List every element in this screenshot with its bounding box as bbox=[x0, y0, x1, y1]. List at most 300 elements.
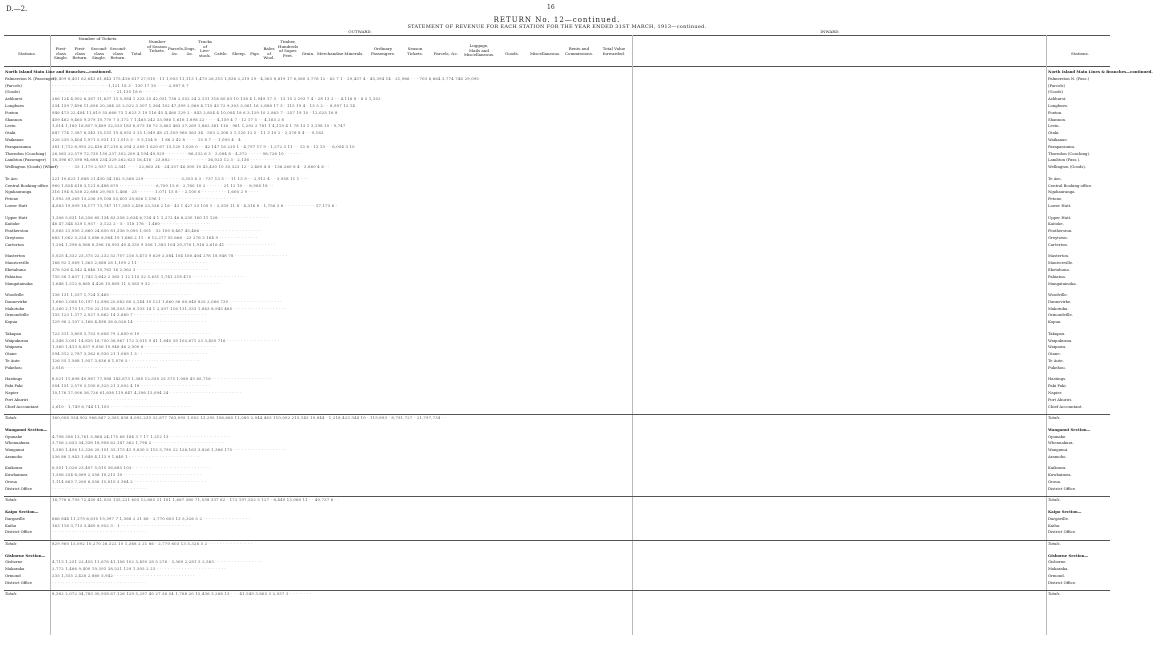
station-name-right: (Parcels) bbox=[1048, 82, 1065, 88]
totals-row bbox=[0, 497, 1114, 502]
row-values: 160,006 334,902 966,867 2,361,838 4,092,233 32,877 763,095 1,002 13,295 108,660 11,080 2,044,463 110,002 215,145 10,844 · 1,218,423 344 10 · 119,893 · 8,791,727 · 21,797,734 · · bbox=[52, 415, 447, 421]
row-values: 722 311 3,800 3,753 9,606 79 2,600 6 10 · · · · · · · · · · · · · · · · · · · · · · · · · bbox=[52, 330, 210, 336]
station-name-left: Wellington (Goods) (Wharf) bbox=[5, 164, 58, 170]
row-values: 236 86 1,943 1,848 4,113 9 1,640 1 · · · · · · · · · · · · · · · · · · · · · · · · · · bbox=[52, 453, 201, 459]
stations-header-left: Stations. bbox=[18, 51, 36, 56]
table-row bbox=[0, 319, 1114, 324]
grain-header: Grain. bbox=[301, 51, 315, 56]
station-name-left: Totals bbox=[5, 540, 17, 546]
row-values: 381 1,712 6,993 22,436 47,210 6,294 2,289 1 620 67 13,120 1,028 0 · · 42 147 16 220 1 · 4,797 17 9 · 1,272 3 11 · · 13 8 · 13 10 · · 6,004 3 10 bbox=[52, 143, 355, 149]
row-values: 12,409 8,401 62,643 61,843 175,416 617 27,910 · 11 1,003 11,113 1,470 26,315 1,836 2,219 29 · 4,363 8,819 17 6,360 3,776 12 · 62 7 1 · 29,457 4 · 45,394 14 · 21,966 · · · 703 6,664 3,774 746 29,095 bbox=[52, 75, 480, 81]
station-name-left: Petone bbox=[5, 196, 19, 202]
station-name-right: Shannon. bbox=[1048, 116, 1067, 122]
page-number: 16 bbox=[547, 4, 555, 11]
station-name-right: Featherston. bbox=[1048, 228, 1073, 234]
station-name-right: Pukehou. bbox=[1048, 364, 1066, 370]
station-name-right: Upper Hutt. bbox=[1048, 214, 1072, 220]
row-values: 166 92 1,069 1,363 2,688 28 1,109 2 11 · · · · · · · · · · · · · · · · · · · · · · · · · bbox=[52, 260, 208, 266]
table-row bbox=[0, 580, 1114, 585]
row-values: 946 473 22,404 11,819 35,666 73 1,623 3 19 116 45 4,460 129 2 · 843 2,854 4 10,004 18 6 3,129 10 2,863 7 · 257 19 10 · 12,025 16 8 bbox=[52, 109, 338, 115]
page-tag: D.—2. bbox=[6, 5, 28, 13]
table-row bbox=[0, 83, 1114, 88]
table-row bbox=[0, 267, 1114, 272]
table-row bbox=[0, 203, 1114, 208]
total-value-header: Total Value forwarded. bbox=[602, 46, 626, 56]
table-row bbox=[0, 573, 1114, 578]
row-values: 326 230 3,404 1,971 5,931 11 1,015 3 · 9 3,154 8 · 1 86 2 42 8 · · · · 15 8 7 · · 1,095 4 · 4 bbox=[52, 137, 241, 142]
row-values: 1,648 1,512 6,860 4,426 10,889 11 5,563 9 32 · · · · · · · · · · · · · · · · · · · · · · · · · bbox=[52, 280, 221, 286]
row-values: 4,713 1,251 22,455 11,676 41,106 102 3,495 28 5 276 · 3,369 2,281 3 2,563 · · · · · · · · · · · · · · · · · bbox=[52, 559, 262, 565]
station-name-left: Wanganui Section— bbox=[5, 426, 48, 432]
row-values: · · · · · · · · · · · · · · · · · · · · 1,121 18 3 · 130 17 10 · · · · 2,987 8 7 bbox=[52, 82, 189, 88]
station-name-left: Pahiatua bbox=[5, 273, 22, 279]
table-row bbox=[0, 351, 1114, 356]
station-name-right: Napier. bbox=[1048, 390, 1063, 395]
station-name-right: Kaitoke. bbox=[1048, 221, 1064, 227]
station-name-right: Thorndon (Coaching). bbox=[1048, 150, 1091, 156]
station-name-right: Longburn. bbox=[1048, 103, 1069, 108]
table-row bbox=[0, 76, 1114, 81]
sheep-header: Sheep. bbox=[232, 51, 246, 56]
misc-header: Miscellaneous. bbox=[530, 51, 561, 56]
station-name-right: Ormond. bbox=[1048, 572, 1065, 578]
row-values: 1,992 39,269 13,236 39,108 53,601 20,656 1,196 1 · · · · · · · · · · · · · · · · · · · · · · · · · · · bbox=[52, 196, 237, 202]
row-values: 6,501 1,026 23,407 5,010 36,683 103 · · · · · · · · · · · · · · · · · · · · · · · · · · · · bbox=[52, 465, 211, 471]
station-name-right: Wanganui. bbox=[1048, 447, 1069, 453]
inward-header: INWARD. bbox=[820, 29, 840, 34]
station-name-right: Lambton (Pass.). bbox=[1048, 157, 1081, 163]
row-values: 685 1,062 3,224 3,086 6,964 19 1,666 2 11 · 6 12,277 55 666 · 23 276 3 164 9 · · · · · · · · · · · · · · bbox=[52, 234, 258, 240]
station-name-right: Makotuku. bbox=[1048, 305, 1069, 311]
station-name-right: Wellington (Goods). bbox=[1048, 164, 1086, 170]
table-row bbox=[0, 176, 1114, 181]
section-heading-row bbox=[0, 69, 1153, 74]
table-row bbox=[0, 221, 1114, 226]
station-name-left: Totals bbox=[5, 415, 17, 421]
station-name-left: Ormond bbox=[5, 572, 21, 578]
station-name-right: Kopua. bbox=[1048, 319, 1062, 325]
table-row bbox=[0, 376, 1114, 381]
station-name-left: Paraparaumu bbox=[5, 143, 31, 149]
row-values: 2,348 3,001 14,835 16,750 36,967 172 3,011 9 41 1,640 39 103,671 23 3,450 716 · · · · · · · · · · · · · · · · · · · bbox=[52, 337, 280, 343]
station-name-left: Upper Hutt bbox=[5, 214, 28, 220]
row-values: 4,063 19,009 18,177 73,747 117,300 2,496 23,336 2 18 · 43 1 427 23 100 1 · 2,359 11 8 · 4,316 8 · 1,756 3 6 · · · · · · · · · · · 17,173 6 · bbox=[52, 203, 338, 208]
row-values: 1,306 5,831 16,256 60,134 83,358 2,634 6,734 4 1 1,272 46 8,230 160 11 128 · · · · · · · · · · · · · · · · · · bbox=[52, 214, 269, 220]
row-values: 666 844 11,379 6,810 19,397 7 1,368 2 21 66 · 2,770 603 13 5,326 5 2 · · · · · · · · · · · · · · · · · bbox=[52, 515, 250, 521]
table-row bbox=[0, 479, 1114, 484]
station-name-left: Hastings bbox=[5, 376, 23, 382]
station-name-right: Woodville. bbox=[1048, 292, 1068, 297]
table-row bbox=[0, 151, 1114, 156]
table-row bbox=[0, 434, 1114, 439]
row-values: · · · · · · · · · · · · · · · · · · · · · · · 21,135 18 6 · · · · · · bbox=[52, 89, 159, 95]
station-name-left: Thorndon (Coaching) bbox=[5, 150, 46, 156]
station-name-left: (Parcels) bbox=[5, 82, 22, 88]
table-row bbox=[0, 465, 1114, 470]
cattle-header: Cattle. bbox=[214, 51, 228, 56]
table-row bbox=[0, 235, 1114, 240]
station-name-right: Mangatainoka. bbox=[1048, 280, 1077, 286]
station-name-left: Kopua bbox=[5, 319, 18, 325]
station-name-left: Featherston bbox=[5, 228, 29, 234]
section-heading-row bbox=[0, 427, 1114, 432]
table-row bbox=[0, 486, 1114, 491]
table-row bbox=[0, 130, 1114, 135]
section-heading-row bbox=[0, 509, 1114, 514]
station-name-right: Paraparaumu. bbox=[1048, 143, 1076, 149]
row-values: 136 131 1,537 1,724 3,465 · · · · · · · · · · · · · · · · · · · · · · · · · · · · · bbox=[52, 292, 191, 297]
station-name-left: Woodville bbox=[5, 292, 24, 297]
minerals-header: Minerals. bbox=[344, 51, 364, 56]
merchandise-header: Merchandise. bbox=[317, 51, 345, 56]
station-name-right: Mauriceville. bbox=[1048, 260, 1074, 266]
totals-row bbox=[0, 541, 1114, 546]
station-name-right: Greytown. bbox=[1048, 234, 1068, 240]
trucks-header: Trucks of Live-stock. bbox=[198, 39, 212, 58]
station-name-right: Totals. bbox=[1048, 591, 1061, 597]
station-name-left: Otane bbox=[5, 351, 17, 357]
pigs-header: Pigs. bbox=[250, 51, 260, 56]
row-values: 163 116 3,713 3,460 6,952 3 · 1 · · · · · · · · · · · · · · · · · · · · · · · · · bbox=[52, 522, 191, 528]
station-name-left: Te Aro bbox=[5, 175, 18, 181]
station-name-left: Totals bbox=[5, 591, 17, 597]
first-return-header: First-class Return. bbox=[72, 46, 88, 60]
station-name-right: Totals. bbox=[1048, 497, 1061, 503]
totals-rule bbox=[4, 590, 1110, 591]
station-name-left: Chief Accountant bbox=[5, 403, 39, 409]
station-name-right: Makaraka. bbox=[1048, 566, 1069, 572]
stations-header-right: Stations. bbox=[1071, 51, 1089, 56]
station-name-right: Aramoho. bbox=[1048, 453, 1067, 459]
station-name-right: Otane. bbox=[1048, 351, 1061, 357]
station-name-left: Dargaville bbox=[5, 515, 25, 521]
station-name-right: Kaihu. bbox=[1048, 522, 1061, 528]
station-name-left: Carterton bbox=[5, 241, 24, 247]
table-row bbox=[0, 331, 1114, 336]
table-row bbox=[0, 183, 1114, 188]
station-name-left: Waikanae bbox=[5, 137, 24, 142]
station-name-right: Petone. bbox=[1048, 196, 1063, 202]
station-name-right: Gisborne Section— bbox=[1048, 552, 1089, 558]
table-row bbox=[0, 447, 1114, 452]
return-title: RETURN No. 12—continued. bbox=[493, 16, 621, 24]
first-class-header: First-class Single. bbox=[53, 46, 69, 60]
parcels-header: Parcels, &c. bbox=[168, 46, 185, 56]
row-values: 1,014 1,160 16,857 9,489 32,533 183 6,573 18 72 3,663 463 27,269 1,862 361 116 · 961 1,292 2 781 1 4,119 4 1 78 13 1 3,198 10 · 9,747 bbox=[52, 123, 346, 129]
row-values: 235 1,355 2,426 2,860 5,942 · · · · · · · · · · · · · · · · · · · · · · · · · · · · · bbox=[52, 572, 195, 578]
table-row bbox=[0, 566, 1114, 571]
station-name-right: District Office. bbox=[1048, 529, 1077, 535]
station-name-right: Waipukurau. bbox=[1048, 337, 1073, 343]
row-values: · · · · · · · · · · · · · · · · · · · · · · · · · · · · · · · · · · bbox=[52, 529, 147, 535]
station-name-left: Central Booking-office bbox=[5, 182, 49, 188]
station-name-left: Takapau bbox=[5, 330, 22, 336]
second-return-header: Second-class Return. bbox=[109, 46, 127, 60]
row-values: 1,380 1,406 12,336 20,101 35,173 41 9,630 5 115 3,790 22 126,163 3,826 1,366 175 · · · · · · · · · · · · · · · · · · · bbox=[52, 447, 286, 453]
table-row bbox=[0, 228, 1114, 233]
station-name-left: Port Ahuriri bbox=[5, 396, 28, 402]
station-name-right: Kuwhaimea. bbox=[1048, 472, 1072, 478]
table-row bbox=[0, 299, 1114, 304]
row-values: 504 151 2,570 3,100 6,325 21 3,002 4 18 · · · · · · · · · · · · · · · · · · · · · · · · · bbox=[52, 383, 210, 389]
table-row bbox=[0, 157, 1114, 162]
table-row bbox=[0, 390, 1114, 395]
season-header: Number of Season Tickets. bbox=[147, 39, 167, 53]
station-name-left: Whenuakura bbox=[5, 440, 30, 446]
row-values: 221 10,623 1,888 21,430 34,162 5,568 229 · · · · · · · · · · · · · 3,353 6 3 · 737 13 5 · · 11 13 9 · · 2,912 4 · · 3,958 11 1 · · · bbox=[52, 175, 308, 181]
station-name-right: Gisborne. bbox=[1048, 559, 1067, 565]
station-name-right: Masterton. bbox=[1048, 253, 1070, 259]
row-values: 8,021 11,698 40,987 77,088 143,673 1,380 12,550 25 375 1,080 43 65,716 · · · · · · · · · · · · · · · · · · · · · · bbox=[52, 376, 273, 382]
outward-header: OUTWARD. bbox=[348, 29, 372, 34]
row-values: 266 124 4,902 6,367 11,637 13 5,084 1 223 25 42,051 738 2,552 24 2,131 316 60 63 10 138 4 1,049 17 3 · 13 15 2 293 7 4 · 28 13 2 · · 4,116 8 · 8 3 1,352 bbox=[52, 96, 381, 102]
station-name-right: Otaki. bbox=[1048, 130, 1060, 136]
row-values: 2,772 1,466 9,400 19,393 38,521 129 1,305 2 23 · · · · · · · · · · · · · · · · · · · · · · · · · bbox=[52, 566, 226, 572]
station-name-right: Dargaville. bbox=[1048, 515, 1070, 521]
row-values: 1,204 1,398 6,068 8,396 16,993 40 4,335 9 306 1,383 104 29,378 1,916 2,616 41 · · · · · · · · · · · · · · · · · · bbox=[52, 241, 276, 247]
station-name-left: Longburn bbox=[5, 103, 24, 108]
station-name-left: Te Aute bbox=[5, 358, 20, 363]
station-name-left: Totals bbox=[5, 497, 17, 503]
table-row bbox=[0, 117, 1114, 122]
table-row bbox=[0, 215, 1114, 220]
station-name-right: Oroua. bbox=[1048, 479, 1062, 484]
station-name-right: Kaipo Section— bbox=[1048, 509, 1082, 514]
row-values: 5,065 21,000 2,660 24,650 81,336 9,000 1,001 · 32 100 8,467 45,466 · · · · · · · · · · · · · · · · · · · · · · bbox=[52, 228, 262, 234]
station-name-right: Wanganui Section— bbox=[1048, 426, 1091, 432]
station-name-right: Carterton. bbox=[1048, 241, 1069, 247]
station-name-left: Aramoho bbox=[5, 453, 23, 459]
station-name-left: Lower Hutt bbox=[5, 203, 28, 208]
row-values: · · · · · · · · · · · · · · · · · · · · · · · · · · · · · · · · · · bbox=[52, 396, 147, 402]
table-row bbox=[0, 260, 1114, 265]
station-name-left: Masterton bbox=[5, 253, 25, 259]
station-name-left: Ngahauranga bbox=[5, 189, 32, 195]
station-name-left: Waipukurau bbox=[5, 337, 29, 343]
row-values: 129 96 2,107 2,166 4,498 36 6,026 14 · · · · · · · · · · · · · · · · · · · · · · · · · · bbox=[52, 319, 207, 325]
table-row bbox=[0, 365, 1114, 370]
row-values: 376 526 4,542 4,846 10,761 16 2,362 3 · · · · · · · · · · · · · · · · · · · · · · · · · · bbox=[52, 266, 209, 272]
station-name-left: North Island Main Line and Branches—continued. bbox=[5, 69, 112, 74]
station-name-right: Lower Hutt. bbox=[1048, 203, 1072, 208]
station-name-right: District Office. bbox=[1048, 485, 1077, 491]
station-name-left: Kaihu bbox=[5, 522, 17, 528]
station-name-right: Dannevirke. bbox=[1048, 298, 1072, 304]
station-name-right: Foxton. bbox=[1048, 109, 1063, 115]
header-bottom-rule bbox=[4, 66, 1110, 67]
table-row bbox=[0, 164, 1114, 169]
table-row bbox=[0, 529, 1114, 534]
station-name-left: Kaitoke bbox=[5, 221, 20, 227]
table-row bbox=[0, 559, 1114, 564]
row-values: 2,610 · 1,749 6,744 11,103 · · · · · · · · · · · · · · · · · · · · · · · · · · · · · bbox=[52, 403, 191, 409]
row-values: 126 55 1,568 1,957 3,636 6 1,076 5 · · · · · · · · · · · · · · · · · · · · · · · · · · bbox=[52, 358, 201, 363]
station-name-left: Palmerston N. (Passenger) bbox=[5, 75, 57, 81]
row-values: · · · · · · · · 33 1,179 2,937 15 2,341 · · · · 22,863 24 · 24,357 46,300 10 43,430 10 35,323 12 · 2,469 4 8 · 136,260 8 4 · 3,660 4 6 · · bbox=[52, 164, 330, 170]
row-values: · · · · · · · · · · · · · · · · · · · · · · · · · · · · · · · · · · bbox=[52, 485, 147, 491]
parcels-ls-header: Parcels, &c. bbox=[433, 51, 459, 56]
station-name-right: Waikanae. bbox=[1048, 137, 1068, 142]
station-name-left: Mauriceville bbox=[5, 260, 30, 266]
table-row bbox=[0, 383, 1114, 388]
station-name-left: Mangatainoka bbox=[5, 280, 33, 286]
table-row bbox=[0, 404, 1114, 409]
dogs-header: Dogs, &c. bbox=[184, 46, 196, 56]
station-name-right: Pahiatua. bbox=[1048, 273, 1067, 279]
row-values: 647 774 7,387 6,343 15,151 19 4,055 3 15 1,049 48 21,359 960 363 34 · 503 2,306 3 1,120 12 5 · 11 3 10 2 · 2,376 8 4 · · 9,163 bbox=[52, 130, 324, 136]
bales-header: Bales of Wool. bbox=[263, 46, 275, 60]
station-name-right: Whenuakura. bbox=[1048, 440, 1074, 446]
station-name-right: North Island Main Lines & Branches—continued. bbox=[1048, 69, 1153, 74]
tickets-group-header: Number of Tickets. bbox=[78, 36, 118, 41]
row-values: 3,260 2,173 15,716 22,116 38,503 36 6,103 14 1 2,507 116 131,333 1,863 8,945 465 · · · · · · · · · · · · · · · · · · · bbox=[52, 305, 286, 311]
station-name-right: Ngahauranga. bbox=[1048, 189, 1076, 195]
station-name-right: Takapau. bbox=[1048, 330, 1066, 336]
station-name-left: Greytown bbox=[5, 234, 24, 240]
station-name-left: District Office bbox=[5, 485, 33, 491]
row-values: 1,680 2,006 10,197 12,896 25,062 60 2,144 10 121 1,660 56 60,640 825 2,066 735 · · · · · · · · · · · · · · · · · · · bbox=[52, 298, 282, 304]
totals-rule bbox=[4, 540, 1110, 541]
station-name-left: Kuwhaimea bbox=[5, 472, 28, 478]
table-row bbox=[0, 103, 1114, 108]
table-row bbox=[0, 358, 1114, 363]
station-name-right: Totals. bbox=[1048, 540, 1061, 546]
row-values: 5,025 4,332 23,375 22,232 52,707 216 5,473 9 629 2,584 104 160,404 278 18,948 78 · · · · · · · · · · · · · · · · · · · bbox=[52, 253, 287, 259]
table-row bbox=[0, 96, 1114, 101]
row-values: 135 123 1,377 2,027 3,662 14 3,660 7 · · · · · · · · · · · · · · · · · · · · · · · · · · bbox=[52, 312, 207, 318]
totals-rule bbox=[4, 414, 1110, 415]
station-name-right: Ashhurst. bbox=[1048, 96, 1067, 102]
station-name-right: Central Booking-office. bbox=[1048, 182, 1093, 188]
table-row bbox=[0, 253, 1114, 258]
table-row bbox=[0, 344, 1114, 349]
station-name-left: Levin bbox=[5, 123, 16, 129]
station-name-left: Otaki bbox=[5, 130, 16, 136]
row-values: 4,798 306 13,761 5,864 24,175 68 184 3 7 17 1,212 13 · · · · · · · · · · · · · · · · · · · · · · bbox=[52, 433, 231, 439]
station-name-right: Te Aro. bbox=[1048, 175, 1062, 181]
row-values: 829 960 15,092 10,270 26,322 10 1,368 2 21 66 · 2,770 603 13 5,326 5 2 · · · · · · · · · · · · · · · · bbox=[52, 540, 253, 546]
table-row bbox=[0, 516, 1114, 521]
table-row bbox=[0, 196, 1114, 201]
station-name-left: Napier bbox=[5, 390, 19, 395]
table-row bbox=[0, 397, 1114, 402]
station-name-left: Kaipo Section— bbox=[5, 509, 39, 514]
row-values: 1,306 254 6,069 2,556 10,215 10 · · · · · · · · · · · · · · · · · · · · · · · · · · · · bbox=[52, 472, 201, 478]
station-name-left: Paki Paki bbox=[5, 383, 23, 389]
totals-rule bbox=[4, 496, 1110, 497]
second-class-header: Second-class Single. bbox=[90, 46, 108, 60]
station-name-right: Levin. bbox=[1048, 123, 1060, 129]
row-values: 1,360 1,413 8,837 9,056 19,946 46 2,500 6 · · · · · · · · · · · · · · · · · · · · · · · · · · bbox=[52, 344, 217, 350]
row-values: 409 462 9,465 9,379 19,770 7 5,172 7 1,465 242 33,086 1,616 1,898 22 · · · · 4,159 4 7 · 12 17 5 · · 4,163 2 8 bbox=[52, 116, 285, 122]
table-row bbox=[0, 454, 1114, 459]
table-row bbox=[0, 281, 1114, 286]
table-row bbox=[0, 306, 1114, 311]
station-name-left: Eketahuna bbox=[5, 266, 26, 272]
station-name-left: Kaikoura bbox=[5, 465, 23, 471]
station-name-left: Wanganui bbox=[5, 447, 25, 453]
station-name-right: (Goods) bbox=[1048, 89, 1063, 95]
row-values: 8,362 2,072 34,783 30,938 67,126 129 5,297 40 27 36 54 1,768 20 15,436 3,268 13 · · · 41,549 3,863 3 2,037 3 · · · · · · · · bbox=[52, 591, 312, 597]
station-name-left: Gisborne bbox=[5, 559, 23, 565]
station-name-right: Waipawa. bbox=[1048, 344, 1067, 350]
station-name-right: Totals. bbox=[1048, 415, 1061, 421]
station-name-right: Hastings. bbox=[1048, 376, 1067, 382]
station-name-right: Te Aute. bbox=[1048, 358, 1064, 363]
row-values: 18,396 67,598 94,688 234,329 262,623 16,416 · 23,882 · · · · · · · · · · · · · 36,023 12 3 · 2,136 · · · · · · · · · · · bbox=[52, 157, 281, 163]
row-values: 26,563 22,579 72,730 130,237 302,209 4,194 49,929 · · · · · · · · 86,332 6 3 · 5,084 8 · 4,372 · · · · · 98,726 10 · · · · · · bbox=[52, 150, 301, 156]
table-row bbox=[0, 440, 1114, 445]
table-row bbox=[0, 189, 1114, 194]
goods-header: Goods. bbox=[505, 51, 519, 56]
station-name-right: Kaikoura. bbox=[1048, 465, 1067, 471]
station-name-left: Opunake bbox=[5, 433, 23, 439]
station-name-left: Makaraka bbox=[5, 566, 25, 572]
totals-row bbox=[0, 591, 1114, 596]
header-top-rule bbox=[4, 35, 1110, 36]
station-name-right: Eketahuna. bbox=[1048, 266, 1070, 272]
station-name-left: Makotuku bbox=[5, 305, 25, 311]
station-name-left: Ormondville bbox=[5, 312, 29, 318]
table-row bbox=[0, 242, 1114, 247]
station-name-right: Paki Paki. bbox=[1048, 383, 1067, 389]
season-tickets-header: Season Tickets. bbox=[407, 46, 423, 56]
table-row bbox=[0, 144, 1114, 149]
station-name-right: Palmerston N. (Pass.) bbox=[1048, 75, 1090, 81]
station-name-right: Chief Accountant. bbox=[1048, 403, 1083, 409]
station-name-left: Dannevirke bbox=[5, 298, 28, 304]
row-values: 2,016 · · · · · · · · · · · · · · · · · · · · · · · · · · · · · · · · · bbox=[52, 364, 157, 370]
table-row bbox=[0, 338, 1114, 343]
station-name-left: Waipawa bbox=[5, 344, 23, 350]
station-name-left: District Office bbox=[5, 579, 33, 585]
station-name-left: (Goods) bbox=[5, 89, 20, 95]
row-values: 1,114 663 7,260 6,556 15,810 3 364 2 · · · · · · · · · · · · · · · · · · · · · · · · · · bbox=[52, 479, 207, 484]
station-name-right: Ormondville. bbox=[1048, 312, 1073, 318]
station-name-left: District Office bbox=[5, 529, 33, 535]
table-row bbox=[0, 274, 1114, 279]
station-name-right: District Office. bbox=[1048, 579, 1077, 585]
row-values: 594 312 2,787 3,362 6,930 21 1,069 1 3 · · · · · · · · · · · · · · · · · · · · · · · · · bbox=[52, 351, 208, 357]
station-name-right: Opunake. bbox=[1048, 433, 1067, 439]
table-row bbox=[0, 89, 1114, 94]
luggage-header: Luggage, Mails and Miscellaneous. bbox=[464, 43, 495, 57]
table-row bbox=[0, 523, 1114, 528]
station-name-left: Ashhurst bbox=[5, 96, 23, 102]
row-values: 3,756 2,653 34,338 18,908 62,147 362 1,798 2 · · · · · · · · · · · · · · · · · · · · · · · · · · bbox=[52, 440, 225, 446]
station-name-left: Shannon bbox=[5, 116, 22, 122]
row-values: 735 56 1,637 1,743 3,642 2 365 1 12 115 32 5,631 1,741 218 475 · · · · · · · · · · · · · · · · · · · bbox=[52, 273, 245, 279]
table-row bbox=[0, 292, 1114, 297]
station-name-left: Gisborne Section— bbox=[5, 552, 46, 558]
table-row bbox=[0, 110, 1114, 115]
row-values: 10,176 17,006 36,726 61,636 119,647 4,396 13,094 24 · · · · · · · · · · · · · · · · · · · · · · · · · · bbox=[52, 390, 242, 395]
section-heading-row bbox=[0, 553, 1114, 558]
total-header: Total. bbox=[131, 51, 143, 56]
row-values: 234 159 7,496 11,656 20,284 25 2,022 3 307 1,364 102 47,399 2,966 4,715 43 72 9,303 3,061 16 2,888 17 3 · 115 19 4 · 13 5 2 · · 8,907 12 14 bbox=[52, 103, 356, 108]
station-name-left: Pukehou bbox=[5, 364, 22, 370]
table-row bbox=[0, 137, 1114, 142]
statement-subtitle: STATEMENT OF REVENUE FOR EACH STATION FOR THE YEAR ENDED 31ST MARCH, 1913—continued. bbox=[407, 24, 707, 30]
station-name-left: Oroua bbox=[5, 479, 17, 484]
station-name-left: Foxton bbox=[5, 109, 19, 115]
station-name-left: Lambton (Passenger) bbox=[5, 157, 46, 163]
rents-header: Rents and Commissions. bbox=[564, 46, 594, 56]
row-values: 960 1,854 618 3,121 6,488 679 · · · · · · · · · · · · · 6,759 15 6 · 2,760 10 2 · · · · · · 21 12 10 · · 8,908 18 · · bbox=[52, 182, 274, 188]
table-row bbox=[0, 123, 1114, 128]
ordinary-header: Ordinary Passengers. bbox=[370, 46, 396, 56]
timber-header: Timber, Hundreds of Super. Feet. bbox=[277, 39, 299, 58]
